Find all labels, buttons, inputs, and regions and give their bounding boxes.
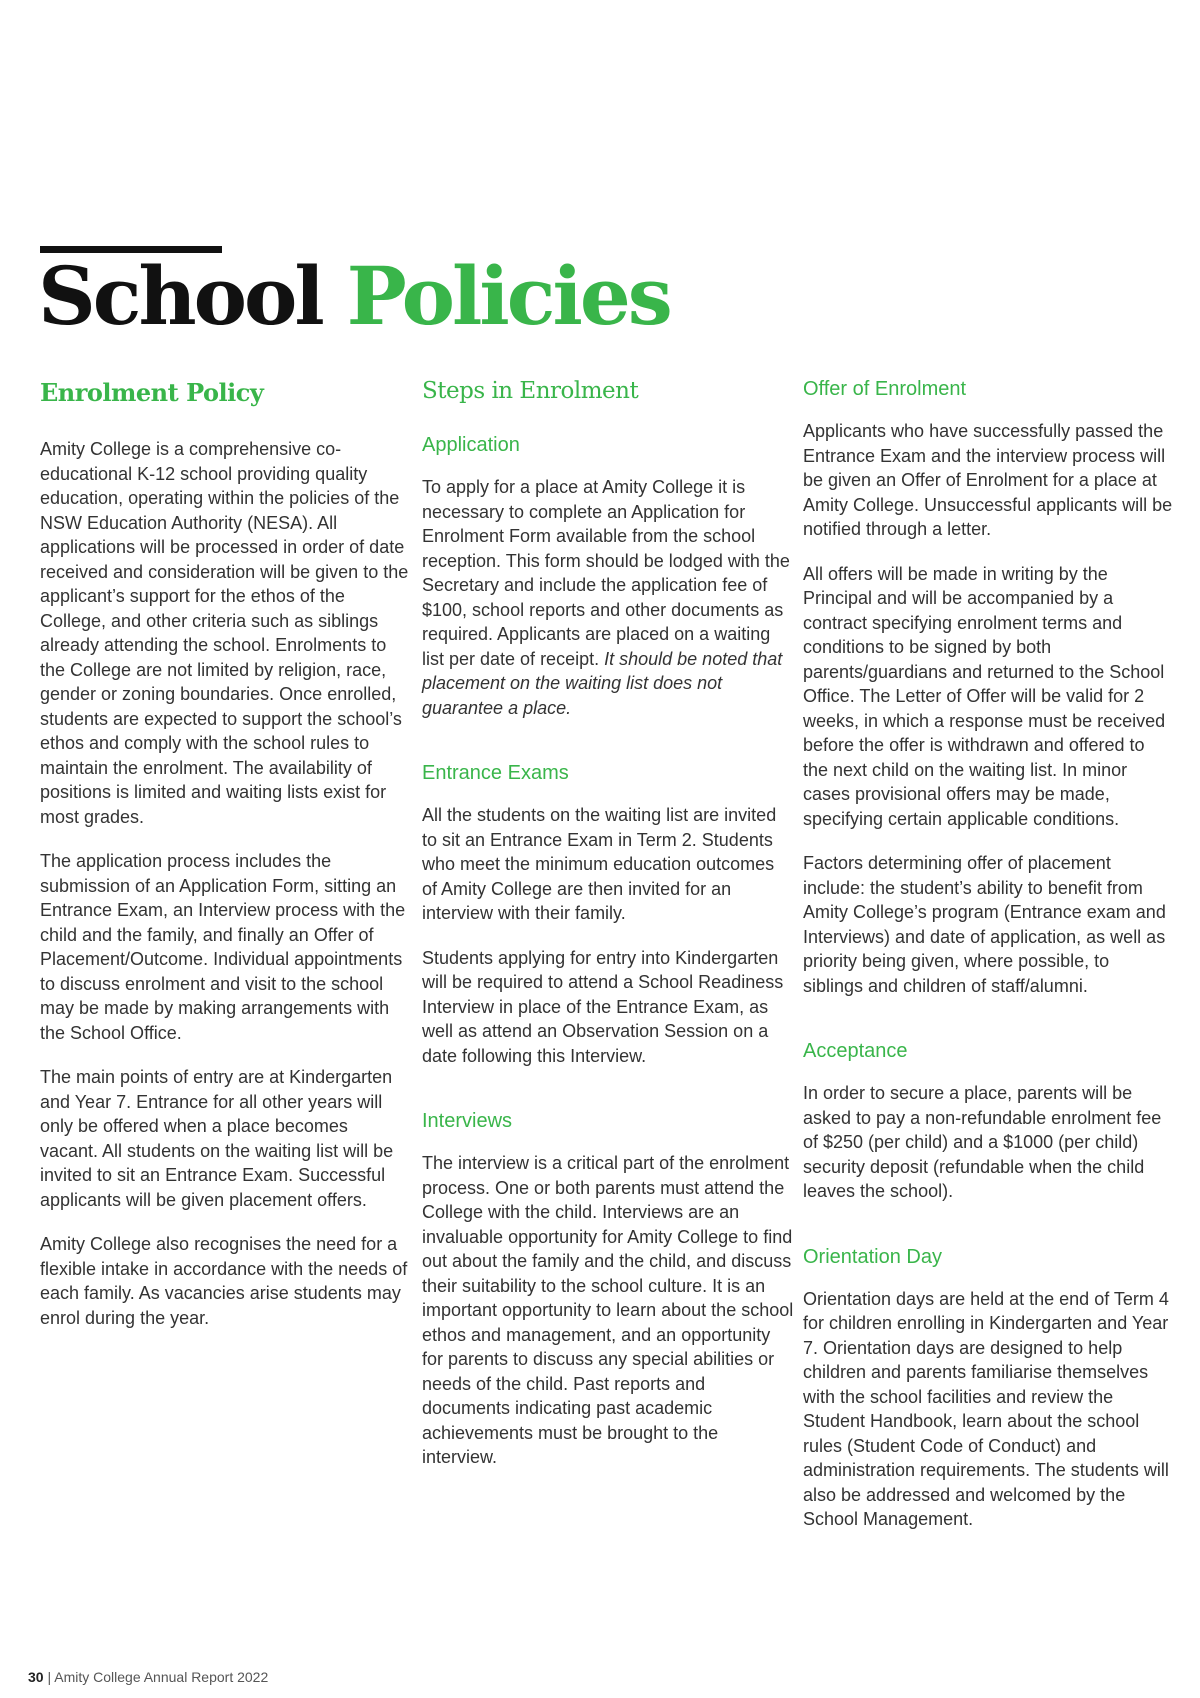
- paragraph: All the students on the waiting list are invited to sit an Entrance Exam in Term 2. Students who meet the minimum education outcomes of Amity College are then invited for an interview with their family.: [422, 805, 777, 923]
- footer-separator: |: [43, 1669, 55, 1685]
- paragraph: All offers will be made in writing by the Principal and will be accompanied by a contract specifying enrolment terms and conditions to be signed by both parents/guardians and returned to the School Office. The Letter of Offer will be valid for 2 weeks, in which a response must be received before the offer is withdrawn and offered to the next child on the waiting list. In minor cases provisional offers may be made, specifying certain applicable conditions.: [803, 563, 1166, 829]
- paragraph: Factors determining offer of placement include: the student’s ability to benefit from Amity College’s program (Entrance exam and Interviews) and date of application, as well as priority being given, where possible, to siblings and children of staff/alumni.: [803, 853, 1166, 996]
- column-steps-in-enrolment: [422, 378, 794, 1490]
- heading-application: Application: [422, 434, 520, 456]
- column-offer-acceptance-orientation: [803, 378, 1173, 1552]
- paragraph-application: [422, 475, 794, 720]
- heading-entrance-exams: Entrance Exams: [422, 762, 569, 784]
- paragraph: Students applying for entry into Kindergarten will be required to attend a School Readiness Interview in place of the Entrance Exam, as well as attend an Observation Session on a date following this Interview.: [422, 947, 784, 1066]
- footer-text: Amity College Annual Report 2022: [54, 1669, 269, 1685]
- heading-steps-in-enrolment: Steps in Enrolment: [422, 378, 639, 404]
- paragraph: Orientation days are held at the end of Term 4 for children enrolling in Kindergarten and Year 7. Orientation days are designed to help children and parents familiarise themselves with the school facilities and review the Student Handbook, learn about the school rules (Student Code of Conduct) and administration requirements. The students will also be addressed and welcomed by the School Management.: [803, 1288, 1169, 1529]
- heading-acceptance: Acceptance: [803, 1040, 908, 1062]
- title-word-policies: Policies: [346, 249, 670, 343]
- paragraph: The application process includes the submission of an Application Form, sitting an Entrance Exam, an Interview process with the child and the family, and finally an Offer of Placement/Outcome. Individual appointments to discuss enrolment and visit to the school may be made by making arrangements with the School Office.: [40, 851, 406, 1043]
- heading-enrolment-policy: Enrolment Policy: [40, 378, 264, 407]
- paragraph: The main points of entry are at Kindergarten and Year 7. Entrance for all other years will only be offered when a place becomes vacant. All students on the waiting list will be invited to sit an Entrance Exam. Successful applicants will be given placement offers.: [40, 1067, 394, 1210]
- paragraph: The interview is a critical part of the enrolment process. One or both parents must attend the College with the child. Interviews are an invaluable opportunity for Amity College to find out about the family and the child, and discuss their suitability to the school culture. It is an important opportunity to learn about the school ethos and management, and an opportunity for parents to discuss any special abilities or needs of the child. Past reports and documents indicating past academic achievements must be brought to the interview.: [422, 1153, 794, 1467]
- heading-interviews: Interviews: [422, 1110, 513, 1132]
- paragraph: Amity College is a comprehensive co-educational K-12 school providing quality education, operating within the policies of the NSW Education Authority (NESA). All applications will be processed in order of date received and consideration will be given to the applicant’s support for the ethos of the College, and other criteria such as siblings already attending the school. Enrolments to the College are not limited by religion, race, gender or zoning boundaries. Once enrolled, students are expected to support the school’s ethos and comply with the school rules to maintain the enrolment. The availability of positions is limited and waiting lists exist for most grades.: [40, 439, 409, 827]
- paragraph: In order to secure a place, parents will be asked to pay a non-refundable enrolment fee of $250 (per child) and a $1000 (per child) security deposit (refundable when the child leaves the school).: [803, 1083, 1162, 1201]
- column-enrolment-policy: [40, 378, 410, 1350]
- page-title: [38, 249, 670, 343]
- paragraph: Amity College also recognises the need for a flexible intake in accordance with the needs of each family. As vacancies arise students may enrol during the year.: [40, 1234, 408, 1328]
- page-number: 30: [28, 1669, 44, 1685]
- heading-offer-of-enrolment: Offer of Enrolment: [803, 378, 967, 400]
- heading-orientation-day: Orientation Day: [803, 1245, 942, 1268]
- application-text: To apply for a place at Amity College it is necessary to complete an Application for Enrolment Form available from the school reception. This form should be lodged with the Secretary and include the application fee of $100, school reports and other documents as required. Applicants are placed on a waiting list per date of receipt.: [422, 477, 790, 669]
- application-note: It should be noted that placement on the waiting list does not guarantee a place.: [422, 648, 783, 718]
- page-footer: [28, 1669, 268, 1685]
- paragraph: Applicants who have successfully passed the Entrance Exam and the interview process will be given an Offer of Enrolment for a place at Amity College. Unsuccessful applicants will be notified through a letter.: [803, 421, 1173, 539]
- title-word-school: School: [38, 249, 322, 343]
